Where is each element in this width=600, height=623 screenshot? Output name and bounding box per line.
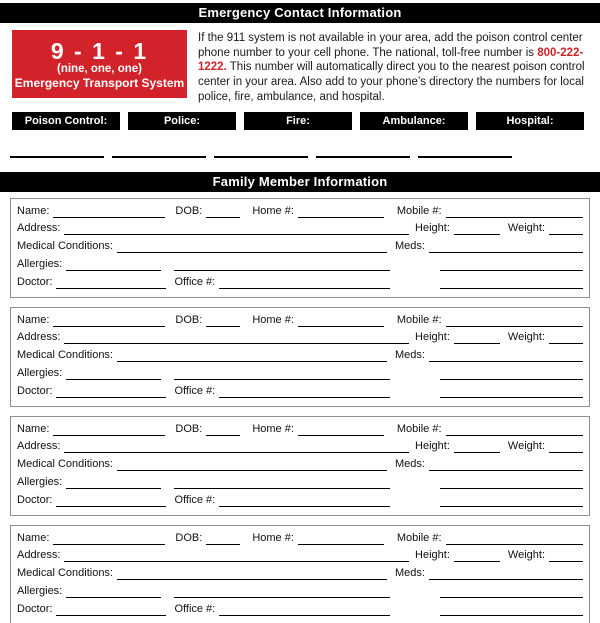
mobile-phone-blank-line (446, 314, 583, 327)
meds-continuation-line-2 (440, 276, 583, 289)
name-blank-line (53, 423, 165, 436)
medical-conditions-label: Medical Conditions: (17, 567, 113, 580)
doctor-blank-line (56, 276, 166, 289)
address-blank-line (64, 440, 409, 453)
nine-one-one-box (12, 30, 187, 98)
mobile-phone-label: Mobile #: (396, 204, 442, 217)
member-row-address (17, 549, 583, 562)
name-label: Name: (17, 204, 50, 217)
contact-label-police: Police: (128, 112, 236, 130)
intro-paragraph (198, 30, 587, 105)
mobile-phone-label: Mobile #: (396, 422, 442, 435)
allergies-continuation-line (174, 367, 390, 380)
weight-blank-line (549, 549, 583, 562)
meds-continuation-line-1 (440, 367, 583, 380)
dob-label: DOB: (175, 313, 203, 326)
member-row-allergies (17, 367, 583, 380)
address-label: Address: (17, 222, 61, 235)
doctor-blank-line (56, 603, 166, 616)
height-label: Height: (415, 549, 450, 562)
intro-section (12, 30, 587, 105)
address-blank-line (64, 222, 409, 235)
allergies-label: Allergies: (17, 257, 63, 270)
doctor-label: Doctor: (17, 602, 53, 615)
dob-blank-line (206, 423, 240, 436)
member-row-doctor (17, 276, 583, 289)
doctor-label: Doctor: (17, 275, 53, 288)
mobile-phone-blank-line (446, 532, 583, 545)
contact-label-poison-control: Poison Control: (12, 112, 120, 130)
member-row-address (17, 331, 583, 344)
weight-label: Weight: (507, 549, 545, 562)
meds-zone (395, 567, 583, 580)
office-phone-blank-line (219, 494, 390, 507)
mobile-phone-label: Mobile #: (396, 531, 442, 544)
address-label: Address: (17, 331, 61, 344)
height-label: Height: (415, 222, 450, 235)
family-member-block (10, 198, 590, 298)
medical-conditions-label: Medical Conditions: (17, 349, 113, 362)
mobile-phone-label: Mobile #: (396, 313, 442, 326)
family-members-section (0, 198, 600, 623)
height-label: Height: (415, 440, 450, 453)
family-member-banner: Family Member Information (0, 172, 600, 192)
emergency-contact-banner: Emergency Contact Information (0, 3, 600, 23)
meds-label: Meds: (395, 567, 425, 580)
member-row-allergies (17, 585, 583, 598)
meds-blank-line (429, 240, 583, 253)
nine-one-one-caption: Emergency Transport System (14, 75, 185, 90)
medical-conditions-blank-line (117, 567, 387, 580)
meds-zone (395, 240, 583, 253)
dob-blank-line (206, 314, 240, 327)
meds-zone (395, 458, 583, 471)
hospital-blank-line (418, 156, 512, 158)
name-blank-line (53, 314, 165, 327)
office-phone-blank-line (219, 276, 390, 289)
name-label: Name: (17, 313, 50, 326)
member-row-name (17, 423, 583, 436)
office-phone-label: Office #: (174, 384, 216, 397)
meds-label: Meds: (395, 458, 425, 471)
height-blank-line (454, 331, 500, 344)
address-label: Address: (17, 549, 61, 562)
member-row-address (17, 222, 583, 235)
medical-conditions-blank-line (117, 349, 387, 362)
height-label: Height: (415, 331, 450, 344)
height-blank-line (454, 549, 500, 562)
emergency-contacts-blank-line-row (0, 156, 600, 158)
allergies-blank-line (66, 367, 161, 380)
contact-label-ambulance: Ambulance: (360, 112, 468, 130)
meds-blank-line (429, 458, 583, 471)
allergies-blank-line (66, 476, 161, 489)
poison-control-blank-line (10, 156, 104, 158)
allergies-continuation-line (174, 258, 390, 271)
mobile-phone-blank-line (446, 423, 583, 436)
member-row-name (17, 314, 583, 327)
member-row-name (17, 532, 583, 545)
meds-continuation-line-2 (440, 603, 583, 616)
family-member-block (10, 525, 590, 623)
weight-label: Weight: (507, 440, 545, 453)
allergies-label: Allergies: (17, 366, 63, 379)
police-blank-line (112, 156, 206, 158)
meds-blank-line (429, 567, 583, 580)
address-label: Address: (17, 440, 61, 453)
home-phone-blank-line (298, 314, 384, 327)
weight-blank-line (549, 331, 583, 344)
allergies-blank-line (66, 585, 161, 598)
intro-text-before-phone: If the 911 system is not available in your area, add the poison control center phone number to your cell phone. The national, toll-free number is (198, 32, 583, 59)
medical-conditions-label: Medical Conditions: (17, 240, 113, 253)
member-row-name (17, 205, 583, 218)
member-row-address (17, 440, 583, 453)
allergies-blank-line (66, 258, 161, 271)
meds-blank-line (429, 349, 583, 362)
meds-continuation-line-1 (440, 476, 583, 489)
contact-label-hospital: Hospital: (476, 112, 584, 130)
doctor-blank-line (56, 385, 166, 398)
dob-label: DOB: (175, 422, 203, 435)
home-phone-blank-line (298, 423, 384, 436)
intro-text-after-phone: This number will automatically direct you to the nearest poison control center in your area. Also add to your phone’s directory the numbers for local police, fire, ambulance, and hospital. (198, 61, 585, 103)
nine-one-one-words: (nine, one, one) (57, 62, 142, 75)
nine-one-one-number: 9 - 1 - 1 (50, 37, 149, 64)
fire-blank-line (214, 156, 308, 158)
doctor-blank-line (56, 494, 166, 507)
mobile-phone-blank-line (446, 205, 583, 218)
weight-blank-line (549, 222, 583, 235)
height-blank-line (454, 222, 500, 235)
office-phone-label: Office #: (174, 493, 216, 506)
home-phone-label: Home #: (252, 422, 294, 435)
member-row-medical (17, 349, 583, 362)
dob-label: DOB: (175, 204, 203, 217)
dob-blank-line (206, 532, 240, 545)
allergies-label: Allergies: (17, 475, 63, 488)
allergies-continuation-line (174, 585, 390, 598)
meds-zone (395, 349, 583, 362)
medical-conditions-blank-line (117, 240, 387, 253)
doctor-label: Doctor: (17, 384, 53, 397)
contact-label-fire: Fire: (244, 112, 352, 130)
home-phone-label: Home #: (252, 531, 294, 544)
home-phone-blank-line (298, 205, 384, 218)
member-row-medical (17, 458, 583, 471)
member-row-medical (17, 567, 583, 580)
name-blank-line (53, 532, 165, 545)
family-member-block (10, 307, 590, 407)
meds-label: Meds: (395, 349, 425, 362)
height-blank-line (454, 440, 500, 453)
meds-label: Meds: (395, 240, 425, 253)
doctor-label: Doctor: (17, 493, 53, 506)
weight-label: Weight: (507, 331, 545, 344)
meds-continuation-line-2 (440, 385, 583, 398)
name-blank-line (53, 205, 165, 218)
member-row-doctor (17, 385, 583, 398)
office-phone-label: Office #: (174, 275, 216, 288)
name-label: Name: (17, 422, 50, 435)
name-label: Name: (17, 531, 50, 544)
member-row-medical (17, 240, 583, 253)
weight-label: Weight: (507, 222, 545, 235)
office-phone-blank-line (219, 603, 390, 616)
address-blank-line (64, 331, 409, 344)
ambulance-blank-line (316, 156, 410, 158)
member-row-doctor (17, 494, 583, 507)
home-phone-label: Home #: (252, 204, 294, 217)
poison-control-phone-number: 800-222-1222. (198, 46, 584, 74)
emergency-contacts-label-row (0, 112, 600, 130)
dob-blank-line (206, 205, 240, 218)
office-phone-label: Office #: (174, 602, 216, 615)
home-phone-blank-line (298, 532, 384, 545)
office-phone-blank-line (219, 385, 390, 398)
meds-continuation-line-1 (440, 258, 583, 271)
home-phone-label: Home #: (252, 313, 294, 326)
dob-label: DOB: (175, 531, 203, 544)
address-blank-line (64, 549, 409, 562)
family-member-block (10, 416, 590, 516)
member-row-allergies (17, 258, 583, 271)
allergies-continuation-line (174, 476, 390, 489)
allergies-label: Allergies: (17, 584, 63, 597)
weight-blank-line (549, 440, 583, 453)
meds-continuation-line-2 (440, 494, 583, 507)
medical-conditions-label: Medical Conditions: (17, 458, 113, 471)
member-row-allergies (17, 476, 583, 489)
meds-continuation-line-1 (440, 585, 583, 598)
medical-conditions-blank-line (117, 458, 387, 471)
member-row-doctor (17, 603, 583, 616)
